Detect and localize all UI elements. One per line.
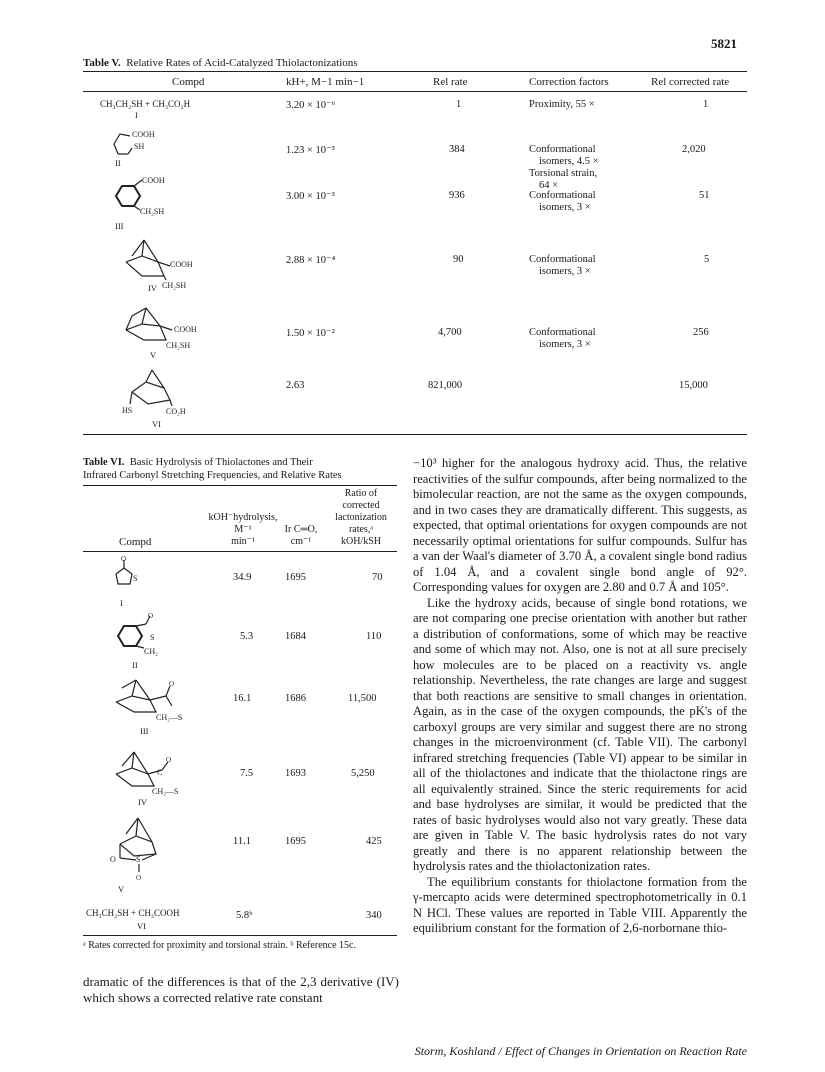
table6-title-line1: Basic Hydrolysis of Thiolactones and Their [129, 457, 313, 468]
table5-rel-IV: 90 [453, 254, 464, 265]
table5-k-VI: 2.63 [286, 380, 305, 391]
table6-k-II: 5.3 [240, 631, 254, 642]
table6-header-ratio [326, 488, 396, 548]
table5-relcorr-II: 2,020 [682, 144, 706, 155]
svg-text:COOH: COOH [170, 260, 193, 269]
table6-compound-III-number: III [140, 726, 149, 736]
table6-header-ratio-line1: Ratio of [344, 488, 378, 499]
table6-ratio-VI: 340 [366, 910, 382, 921]
table6-k-I: 34.9 [233, 572, 252, 583]
table5-rel-I: 1 [456, 99, 462, 110]
structure-t6-IV-norbornane-thiolactone [112, 748, 202, 798]
svg-text:COOH: COOH [132, 130, 155, 139]
paragraph-2: Like the hydroxy acids, because of single bond rotations, we are not comparing one precise orientation with another but rather a distribution of conformations, some of which may be reactive and some of which may not. Also, one is not at all sure precisely how molecules are to be placed on a reactivity vs. angle relationship. Nevertheless, the rate changes are large and suggest that both reactions are sensitive to small changes in orientation. Again, as in the case of the oxygen compounds, the pK's of the carboxyl groups are very similar and suggest there are no strong changes in the microenvironment (cf. Table VII). The carbonyl infrared stretching frequencies (Table VI) appear to be similar in all of the thiolactones and indicate that the thiolactone rings are all equivalently strained. Since the steric requirements for acid and base hydrolyses are similar, it would be predicted that the rates of basic hydrolyses would also not vary greatly. These data are given in Table V. The basic hydrolysis rates do not vary greatly and there is no apparent relationship between the hydrolysis rates and the thiolactonization rates. [413, 595, 747, 873]
svg-text:HS: HS [122, 406, 133, 415]
table5-corr-III [529, 190, 596, 214]
corr-line: isomers, 3 × [539, 202, 591, 213]
table6-header-k-line3: min⁻¹ [231, 536, 255, 547]
table6-header-ratio-line5: kOH/kSH [340, 536, 381, 547]
structure-t6-III-norbornane-thiolactone [112, 676, 202, 726]
table5-header-compd: Compd [172, 76, 205, 88]
table5-compound-III-number: III [115, 221, 124, 231]
svg-text:COOH: COOH [174, 325, 197, 334]
structure-IV-norbornane-acid [122, 236, 212, 290]
table5-compound-II-number: II [115, 158, 121, 168]
table5-relcorr-VI: 15,000 [679, 380, 708, 391]
table6-header-ir-line1: Ir C═O, [284, 524, 318, 535]
table6-header-ir [276, 524, 326, 548]
table5-top-rule [83, 71, 747, 72]
table6-top-rule [83, 485, 397, 486]
table5-corr-I [529, 99, 595, 111]
corr-line: isomers, 3 × [539, 266, 591, 277]
table6-ratio-IV: 5,250 [351, 768, 375, 779]
table5-k-III: 3.00 × 10⁻³ [286, 191, 335, 202]
table6-label: Table VI. [83, 457, 125, 468]
svg-text:O: O [169, 680, 175, 688]
table6-ratio-III: 11,500 [348, 693, 377, 704]
table6-header-compd: Compd [119, 536, 152, 548]
table6-ir-IV: 1693 [285, 768, 306, 779]
table6-header-ratio-line2: corrected [342, 500, 380, 511]
table5-label: Table V. [83, 57, 121, 69]
table5-k-II: 1.23 × 10⁻³ [286, 145, 335, 156]
svg-text:SH: SH [134, 142, 145, 151]
structure-VI-norbornane-2-6 [116, 368, 196, 418]
structure-III-benzene-acid [110, 174, 180, 218]
svg-text:O: O [148, 612, 154, 620]
svg-text:COOH: COOH [142, 176, 165, 185]
table5-k-V: 1.50 × 10⁻² [286, 328, 335, 339]
table5-header-relcorr: Rel corrected rate [651, 76, 730, 88]
table6-compound-VI-number: VI [137, 921, 146, 931]
table6-header-rule [83, 551, 397, 552]
table5-k-I: 3.20 × 10⁻⁶ [286, 100, 336, 111]
table5-corr-V [529, 327, 596, 351]
table6-header-k [208, 512, 278, 548]
left-column-paragraph: dramatic of the differences is that of the 2,3 derivative (IV) which shows a corrected relative rate constant [83, 974, 399, 1005]
table6-compound-VI-formula: CH₃CH₂SH + CH₃COOH [86, 908, 180, 918]
svg-text:O: O [110, 855, 116, 864]
table5-rel-II: 384 [449, 144, 465, 155]
page-footer: Storm, Koshland / Effect of Changes in Orientation on Reaction Rate [414, 1044, 747, 1058]
table5-compound-IV-number: IV [148, 283, 157, 293]
table5-caption [83, 57, 358, 69]
table5-relcorr-V: 256 [693, 327, 709, 338]
table6-footnote: ᵃ Rates corrected for proximity and torsional strain. ᵇ Reference 15c. [83, 940, 356, 951]
structure-t6-I-thiolactone [110, 556, 150, 600]
table6-k-III: 16.1 [233, 693, 252, 704]
svg-text:CH₂SH: CH₂SH [162, 281, 187, 290]
svg-text:O: O [121, 556, 127, 563]
svg-text:CO₂H: CO₂H [166, 407, 186, 416]
table6-compound-II-number: II [132, 660, 138, 670]
table5-rel-VI: 821,000 [428, 380, 463, 391]
table6-compound-I-number: I [120, 598, 123, 608]
table6-header-ir-line2: cm⁻¹ [290, 536, 312, 547]
table5-bottom-rule [83, 434, 747, 435]
svg-text:S: S [136, 855, 141, 864]
table5-compound-I-number: I [135, 110, 138, 120]
table5-compound-V-number: V [150, 350, 157, 360]
table6-bottom-rule [83, 935, 397, 936]
corr-line: Conformational [529, 327, 596, 338]
svg-text:CH₂SH: CH₂SH [140, 207, 165, 216]
corr-line: isomers, 3 × [539, 339, 591, 350]
structure-t6-II-benzothiolactone [114, 612, 174, 662]
table6-ir-I: 1695 [285, 572, 306, 583]
table6-ir-II: 1684 [285, 631, 306, 642]
table5-title: Relative Rates of Acid-Catalyzed Thiolactonizations [126, 57, 358, 69]
structure-II-thiolactone-acid [110, 124, 170, 162]
table5-relcorr-III: 51 [699, 190, 710, 201]
table6-ir-III: 1686 [285, 693, 306, 704]
table5-header-rel: Rel rate [433, 76, 468, 88]
paragraph-3: The equilibrium constants for thiolactone formation from the γ-mercapto acids were determined spectrophotometrically in 0.1 N HCl. These values are reported in Table VIII. Apparently the equilibrium constant for the formation of 2,6-norbornane thio- [413, 874, 747, 935]
table5-compound-VI-number: VI [152, 419, 161, 429]
svg-text:CH₂—S: CH₂—S [156, 713, 183, 722]
structure-t6-V-bridged-thiolactone [110, 812, 190, 884]
table5-rel-III: 936 [449, 190, 465, 201]
table5-corr-IV [529, 254, 596, 278]
corr-line: Torsional strain, [529, 168, 598, 179]
svg-text:O: O [166, 756, 172, 764]
svg-text:C: C [157, 768, 163, 777]
table6-header-k-line1: kOH⁻hydrolysis, [208, 512, 278, 523]
table6-ratio-V: 425 [366, 836, 382, 847]
table6-ratio-I: 70 [372, 572, 383, 583]
table5-header-rule [83, 91, 747, 92]
table5-header-k: kH+, M−1 min−1 [286, 76, 365, 88]
svg-text:CH₂: CH₂ [144, 647, 158, 656]
table6-header-ratio-line3: lactonization [335, 512, 387, 523]
corr-line: Conformational [529, 190, 596, 201]
table6-ratio-II: 110 [366, 631, 382, 642]
svg-text:CH₂SH: CH₂SH [166, 341, 191, 350]
table5-k-IV: 2.88 × 10⁻⁴ [286, 255, 336, 266]
corr-line: Proximity, 55 × [529, 99, 595, 110]
table6-ir-V: 1695 [285, 836, 306, 847]
corr-line: Conformational [529, 144, 596, 155]
svg-text:S: S [150, 633, 155, 642]
structure-V-bicyclooctane-acid [122, 304, 212, 352]
table5-relcorr-IV: 5 [704, 254, 710, 265]
table6-k-V: 11.1 [233, 836, 251, 847]
table6-caption [83, 456, 393, 482]
svg-text:O: O [136, 874, 142, 882]
svg-text:CH₂—S: CH₂—S [152, 787, 179, 796]
table5-rel-V: 4,700 [438, 327, 462, 338]
table6-k-VI: 5.8ᵇ [236, 910, 253, 921]
table5-header-corr: Correction factors [529, 76, 609, 88]
table5-corr-II [529, 144, 599, 192]
table6-title-line2: Infrared Carbonyl Stretching Frequencies, and Relative Rates [83, 470, 342, 481]
right-column-text [413, 456, 747, 937]
svg-text:S: S [133, 574, 138, 583]
table6-k-IV: 7.5 [240, 768, 254, 779]
table6-compound-V-number: V [118, 884, 125, 894]
page-number: 5821 [711, 36, 737, 51]
table5-compound-I-formula: CH₃CH₂SH + CH₃CO₂H [100, 99, 191, 109]
table6-header-k-line2: M⁻¹ [234, 524, 252, 535]
table6-header-ratio-line4: rates,ᵃ [348, 524, 374, 535]
corr-line: Conformational [529, 254, 596, 265]
table5-relcorr-I: 1 [703, 99, 709, 110]
table6-compound-IV-number: IV [138, 797, 147, 807]
corr-line: 64 × [539, 180, 559, 191]
corr-line: isomers, 4.5 × [539, 156, 599, 167]
paragraph-1: −10³ higher for the analogous hydroxy acid. Thus, the relative reactivities of the sulfur compounds, after being normalized to the bimolecular reaction, are not the same as the oxygen compounds, and in two cases they are dramatically different. This suggests, as expected, that optimal orientations for oxygen compounds are not necessarily optimal orientations for sulfur compounds. Sulfur has a van der Waal's diameter of 3.70 Å, a covalent single bond radius of 1.04 Å, and a covalent single bond angle of 92°. Corresponding values for oxygen are 2.80 and 0.7 Å and 105°. [413, 456, 747, 594]
